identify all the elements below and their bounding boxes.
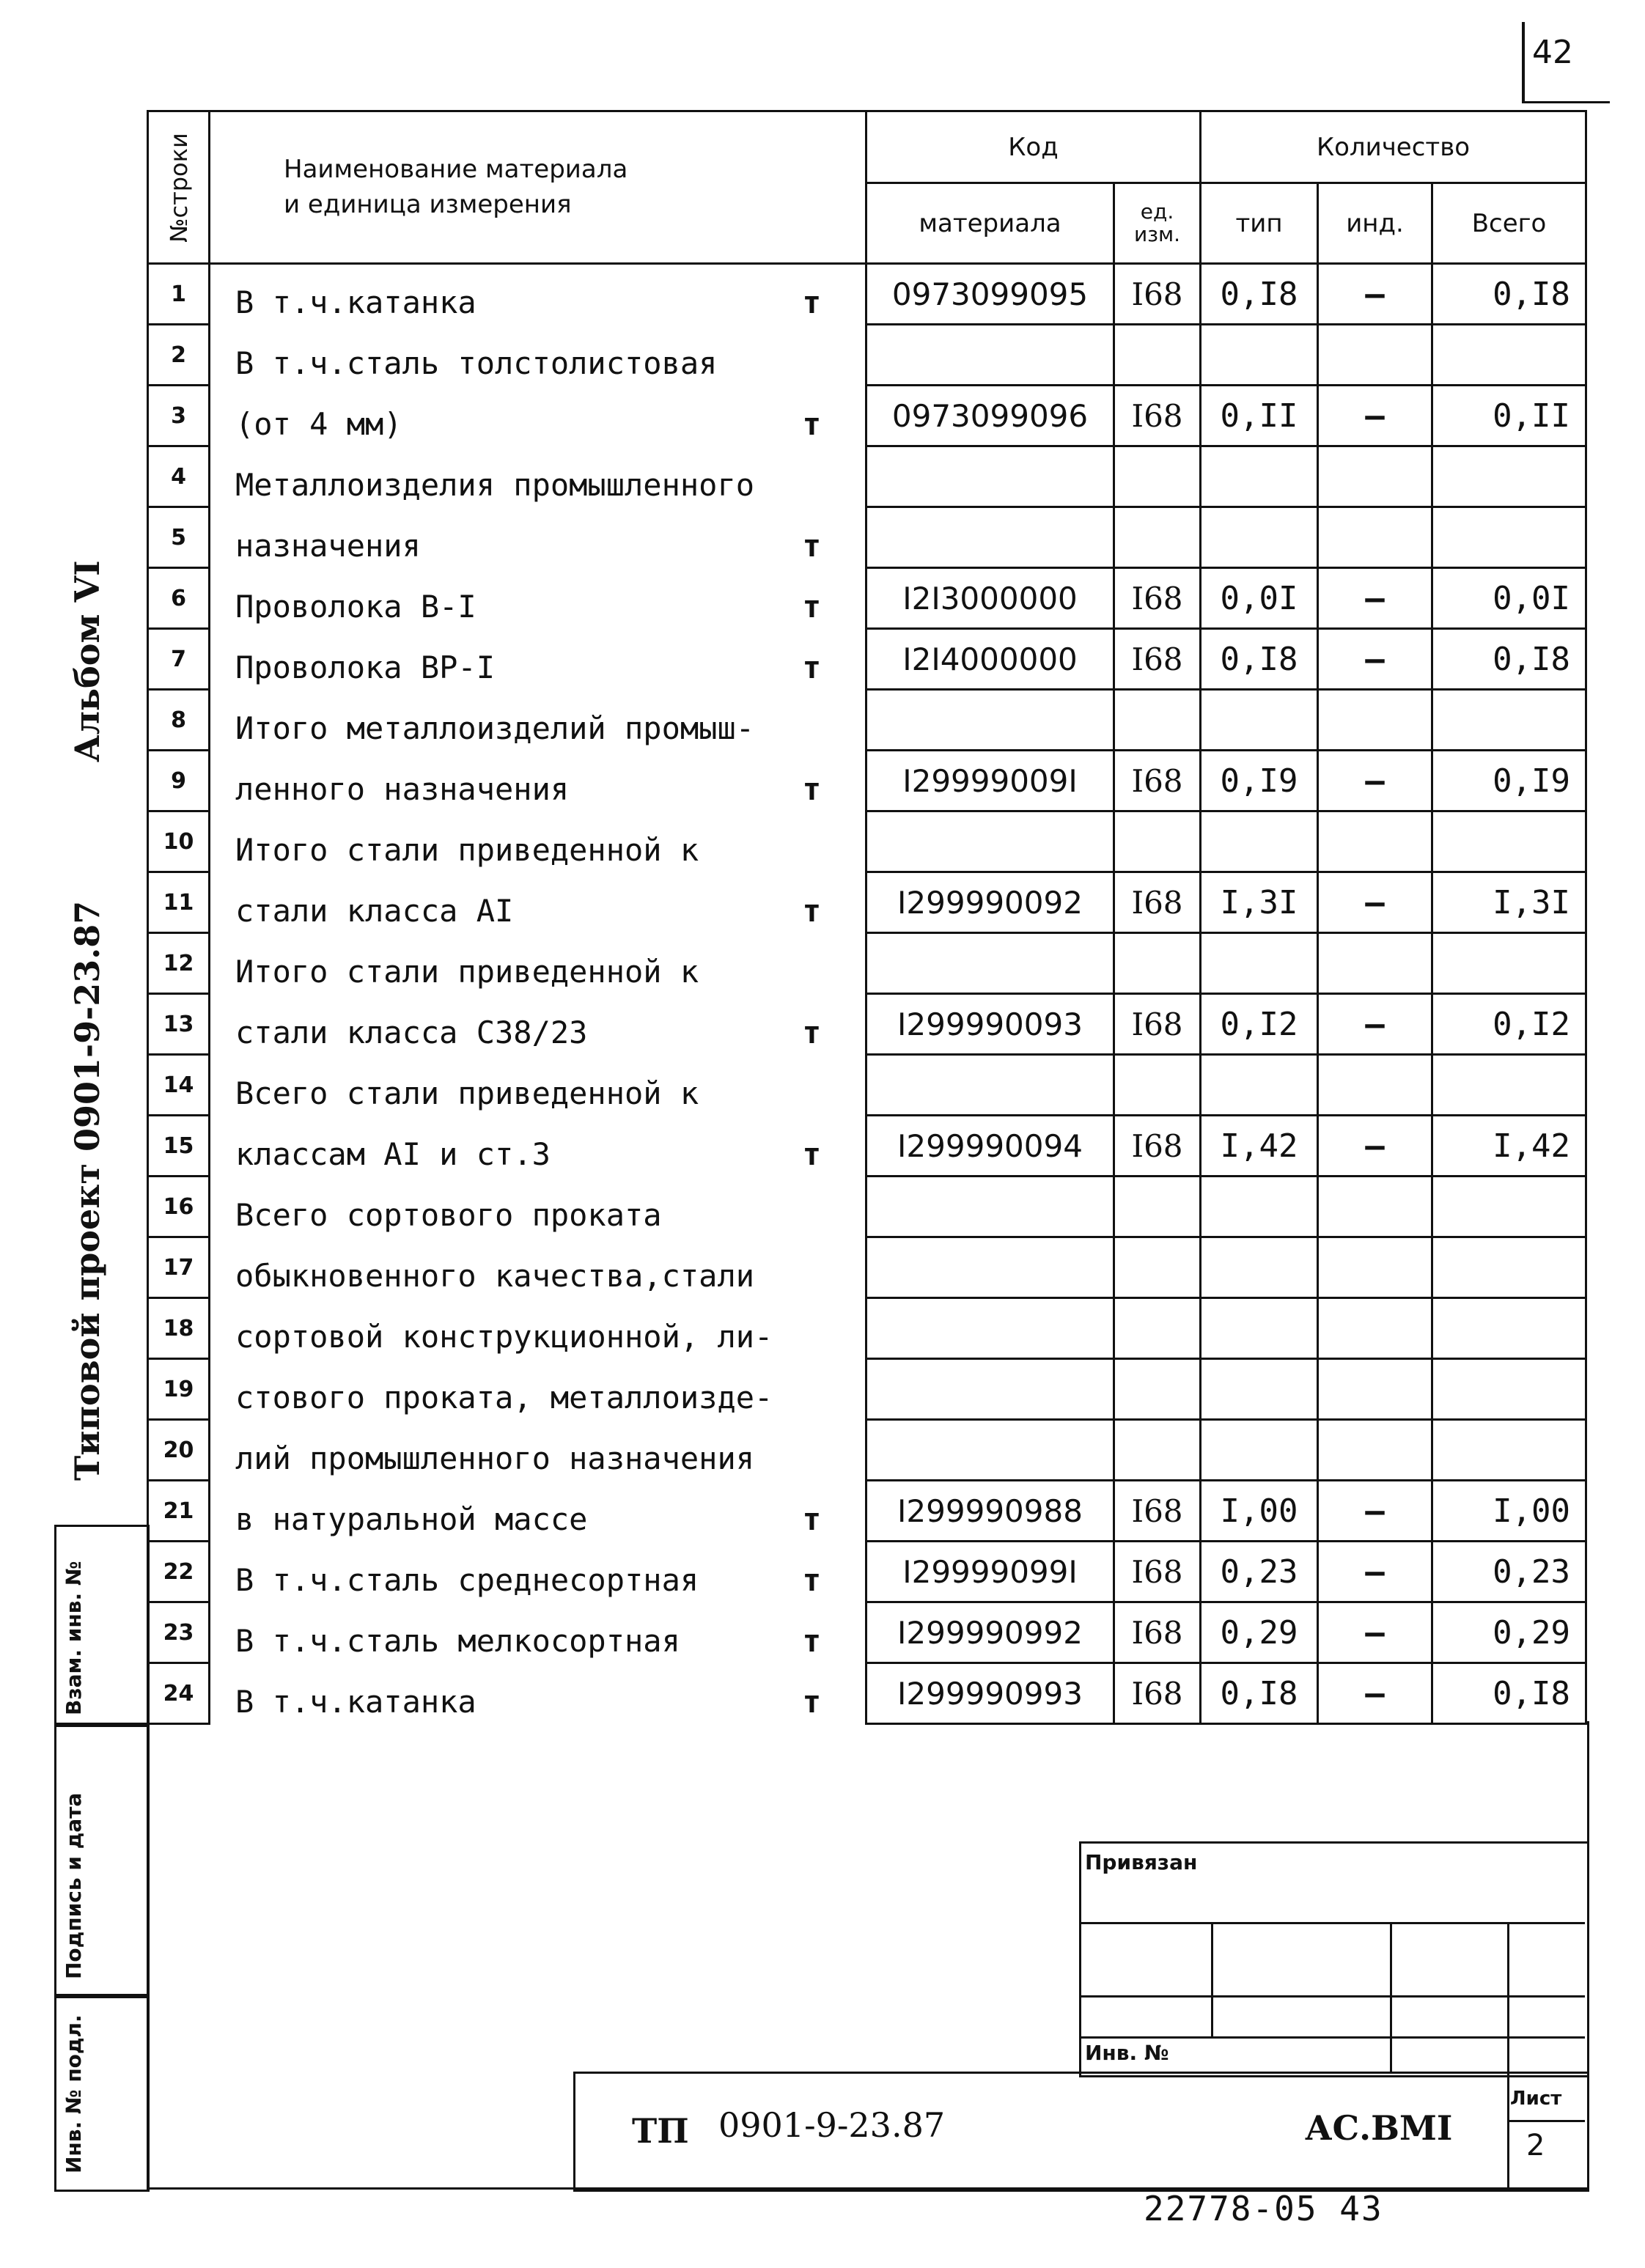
table-row: [148, 264, 1586, 325]
row-number: 10: [148, 811, 210, 872]
qty-ind: [1318, 933, 1432, 994]
stamp-inv-label: Инв. № подл.: [62, 2014, 86, 2173]
material-name: [210, 1116, 866, 1177]
table-row: [148, 1116, 1586, 1177]
qty-total: [1432, 690, 1586, 751]
material-unit: т: [802, 284, 821, 320]
material-name-text: ленного назначения: [235, 770, 570, 807]
qty-ind: –: [1318, 264, 1432, 325]
material-name-text: стового проката, металлоизде-: [235, 1379, 773, 1415]
qty-type: 0,I8: [1201, 264, 1318, 325]
row-number: 16: [148, 1177, 210, 1237]
table-row: [148, 1177, 1586, 1237]
table-row: [148, 872, 1586, 933]
quantity-header: Количество: [1201, 111, 1586, 183]
material-name: [210, 1481, 866, 1542]
material-name: [210, 446, 866, 507]
material-unit: т: [802, 1683, 821, 1720]
material-code: I299990094: [866, 1116, 1114, 1177]
qty-ind: –: [1318, 386, 1432, 446]
material-name-text: В т.ч.сталь среднесортная: [235, 1561, 699, 1598]
material-unit: т: [802, 527, 821, 564]
qty-type: I,42: [1201, 1116, 1318, 1177]
qty-ind: –: [1318, 872, 1432, 933]
material-name-text: в натуральной массе: [235, 1501, 588, 1537]
qty-total: [1432, 1420, 1586, 1481]
unit-code: [1114, 1298, 1201, 1359]
row-number: 2: [148, 325, 210, 386]
qty-total: [1432, 933, 1586, 994]
page-number-underline: [1522, 101, 1610, 103]
qty-type: 0,II: [1201, 386, 1318, 446]
material-name: [210, 872, 866, 933]
material-code: I29999099I: [866, 1542, 1114, 1602]
unit-code: I68: [1114, 872, 1201, 933]
table-row: [148, 1237, 1586, 1298]
material-name: [210, 994, 866, 1055]
table-row: [148, 933, 1586, 994]
name-header: Наименование материала и единица измерения: [210, 111, 866, 264]
row-number: 15: [148, 1116, 210, 1177]
unit-code: [1114, 1237, 1201, 1298]
privyazan-vline-3: [1507, 1922, 1509, 2073]
qty-ind: [1318, 811, 1432, 872]
material-name: [210, 1420, 866, 1481]
unit-code: [1114, 1055, 1201, 1116]
unit-code: I68: [1114, 1602, 1201, 1663]
sheet-hline: [1507, 2120, 1585, 2122]
material-code: [866, 1237, 1114, 1298]
qty-ind: –: [1318, 1542, 1432, 1602]
tp-label: ТП: [632, 2111, 689, 2151]
table-row: [148, 386, 1586, 446]
unit-code: [1114, 446, 1201, 507]
material-code: 0973099095: [866, 264, 1114, 325]
material-name-text: Проволока В-I: [235, 588, 476, 625]
unit-code: [1114, 325, 1201, 386]
material-name-text: В т.ч.катанка: [235, 284, 476, 320]
material-code: I299990092: [866, 872, 1114, 933]
privyazan-vline-2: [1390, 1922, 1392, 2073]
material-code: [866, 325, 1114, 386]
table-row: [148, 811, 1586, 872]
unit-code: I68: [1114, 1116, 1201, 1177]
material-name: [210, 1177, 866, 1237]
sheet-label: Лист: [1510, 2088, 1562, 2110]
unit-code: [1114, 933, 1201, 994]
qty-total: 0,23: [1432, 1542, 1586, 1602]
material-name-text: сортовой конструкционной, ли-: [235, 1318, 773, 1355]
material-code: [866, 507, 1114, 568]
qty-type: [1201, 1420, 1318, 1481]
footer-code: 22778-05 43: [1144, 2189, 1383, 2223]
material-name: [210, 1602, 866, 1663]
qty-ind: [1318, 1177, 1432, 1237]
qty-type: [1201, 1177, 1318, 1237]
unit-code: I68: [1114, 994, 1201, 1055]
row-number: 4: [148, 446, 210, 507]
qty-total: 0,29: [1432, 1602, 1586, 1663]
table-row: [148, 1663, 1586, 1724]
material-code: [866, 446, 1114, 507]
project-label: Типовой проект 0901-9-23.87: [67, 900, 107, 1481]
qty-total: [1432, 325, 1586, 386]
material-code: I299990993: [866, 1663, 1114, 1724]
code-header: Код: [866, 111, 1201, 183]
material-code: I299990093: [866, 994, 1114, 1055]
table-row: [148, 751, 1586, 811]
qty-type: I,00: [1201, 1481, 1318, 1542]
table-row: [148, 994, 1586, 1055]
row-number: 21: [148, 1481, 210, 1542]
table-row: [148, 1481, 1586, 1542]
qty-type: 0,23: [1201, 1542, 1318, 1602]
sheet-divider: [1507, 2072, 1509, 2187]
qty-ind: [1318, 507, 1432, 568]
row-number: 8: [148, 690, 210, 751]
qty-type: [1201, 1298, 1318, 1359]
material-unit: т: [802, 588, 821, 625]
qty-total: [1432, 1359, 1586, 1420]
row-number: 20: [148, 1420, 210, 1481]
privyazan-vline-1: [1211, 1922, 1213, 2036]
unit-code: [1114, 1420, 1201, 1481]
material-unit: т: [802, 649, 821, 685]
table-row: [148, 690, 1586, 751]
qty-total: I,42: [1432, 1116, 1586, 1177]
sheet-code: АС.ВМI: [1305, 2108, 1453, 2148]
code-material-header: материала: [866, 183, 1114, 264]
material-name: [210, 325, 866, 386]
qty-type: [1201, 446, 1318, 507]
qty-type: [1201, 507, 1318, 568]
qty-type: [1201, 933, 1318, 994]
material-name-text: Всего сортового проката: [235, 1196, 662, 1233]
row-number: 1: [148, 264, 210, 325]
material-name: [210, 1237, 866, 1298]
qty-ind: [1318, 1420, 1432, 1481]
material-unit: т: [802, 1622, 821, 1659]
qty-type: [1201, 811, 1318, 872]
qty-total: [1432, 446, 1586, 507]
material-name: [210, 1055, 866, 1116]
material-name: [210, 568, 866, 629]
material-name-text: Итого металлоизделий промыш-: [235, 710, 755, 746]
material-name-text: Металлоизделия промышленного: [235, 466, 755, 503]
code-unit-header: ед. изм.: [1114, 183, 1201, 264]
row-number: 5: [148, 507, 210, 568]
material-unit: т: [802, 1501, 821, 1537]
qty-ind-header: инд.: [1318, 183, 1432, 264]
qty-total-header: Всего: [1432, 183, 1586, 264]
unit-code: I68: [1114, 1481, 1201, 1542]
material-name: [210, 751, 866, 811]
qty-type: [1201, 1237, 1318, 1298]
unit-code: I68: [1114, 264, 1201, 325]
row-number: 12: [148, 933, 210, 994]
row-number: 7: [148, 629, 210, 690]
material-code: I2I4000000: [866, 629, 1114, 690]
qty-total: 0,I8: [1432, 1663, 1586, 1724]
row-number: 9: [148, 751, 210, 811]
material-name: [210, 690, 866, 751]
unit-code: [1114, 811, 1201, 872]
qty-ind: –: [1318, 568, 1432, 629]
material-code: [866, 933, 1114, 994]
material-code: [866, 1298, 1114, 1359]
row-number: 23: [148, 1602, 210, 1663]
qty-ind: [1318, 1298, 1432, 1359]
material-code: [866, 1420, 1114, 1481]
material-unit: т: [802, 1561, 821, 1598]
material-code: I2I3000000: [866, 568, 1114, 629]
qty-type: [1201, 690, 1318, 751]
qty-type: I,3I: [1201, 872, 1318, 933]
row-number: 11: [148, 872, 210, 933]
qty-ind: –: [1318, 1602, 1432, 1663]
qty-ind: [1318, 690, 1432, 751]
qty-ind: [1318, 446, 1432, 507]
qty-type: 0,0I: [1201, 568, 1318, 629]
material-unit: т: [802, 1014, 821, 1050]
table-row: [148, 507, 1586, 568]
material-name: [210, 264, 866, 325]
stamp-vzam-label: Взам. инв. №: [62, 1561, 86, 1715]
material-name: [210, 386, 866, 446]
unit-code: I68: [1114, 1663, 1201, 1724]
page-number: 42: [1532, 34, 1573, 71]
privyazan-label: Привязан: [1085, 1850, 1198, 1874]
doc-number: 0901-9-23.87: [718, 2105, 946, 2145]
unit-code: [1114, 690, 1201, 751]
material-name: [210, 629, 866, 690]
qty-ind: –: [1318, 1116, 1432, 1177]
qty-ind: [1318, 1055, 1432, 1116]
material-code: [866, 1055, 1114, 1116]
material-code: 0973099096: [866, 386, 1114, 446]
unit-code: I68: [1114, 629, 1201, 690]
material-code: I299990992: [866, 1602, 1114, 1663]
material-unit: т: [802, 892, 821, 929]
qty-type-header: тип: [1201, 183, 1318, 264]
qty-type: 0,I8: [1201, 1663, 1318, 1724]
table-row: [148, 568, 1586, 629]
material-code: I299990988: [866, 1481, 1114, 1542]
qty-total: [1432, 1298, 1586, 1359]
table-row: [148, 446, 1586, 507]
qty-ind: [1318, 1237, 1432, 1298]
inv-no-label: Инв. №: [1085, 2041, 1169, 2065]
material-code: [866, 811, 1114, 872]
album-label: Альбом VI: [67, 560, 107, 762]
table-row: [148, 1298, 1586, 1359]
unit-code: I68: [1114, 568, 1201, 629]
unit-code: [1114, 507, 1201, 568]
table-row: [148, 629, 1586, 690]
material-name: [210, 1663, 866, 1724]
table-row: [148, 1542, 1586, 1602]
material-name: [210, 507, 866, 568]
unit-code: I68: [1114, 751, 1201, 811]
material-name: [210, 933, 866, 994]
row-number: 3: [148, 386, 210, 446]
material-name-text: Всего стали приведенной к: [235, 1075, 699, 1111]
row-number: 13: [148, 994, 210, 1055]
qty-type: [1201, 1359, 1318, 1420]
qty-total: 0,I2: [1432, 994, 1586, 1055]
row-number: 14: [148, 1055, 210, 1116]
stamp-podpis-label: Подпись и дата: [62, 1792, 86, 1979]
material-code: [866, 1359, 1114, 1420]
material-name-text: Проволока ВР-I: [235, 649, 496, 685]
qty-total: 0,I8: [1432, 629, 1586, 690]
table-row: [148, 1359, 1586, 1420]
qty-total: 0,I9: [1432, 751, 1586, 811]
unit-code: [1114, 1359, 1201, 1420]
qty-type: 0,I8: [1201, 629, 1318, 690]
qty-type: 0,29: [1201, 1602, 1318, 1663]
material-name: [210, 1542, 866, 1602]
material-name-text: обыкновенного качества,стали: [235, 1257, 755, 1294]
unit-code: I68: [1114, 386, 1201, 446]
qty-total: [1432, 811, 1586, 872]
material-name-text: В т.ч.сталь толстолистовая: [235, 345, 718, 381]
qty-type: 0,I2: [1201, 994, 1318, 1055]
material-name: [210, 1359, 866, 1420]
material-unit: т: [802, 1135, 821, 1172]
row-number-header: №строки: [148, 111, 210, 264]
material-name-text: (от 4 мм): [235, 405, 402, 442]
materials-table: [147, 110, 1587, 1725]
material-name-text: лий промышленного назначения: [235, 1440, 755, 1476]
qty-ind: –: [1318, 1663, 1432, 1724]
unit-code: [1114, 1177, 1201, 1237]
material-unit: т: [802, 405, 821, 442]
material-name-text: назначения: [235, 527, 421, 564]
material-name-text: В т.ч.катанка: [235, 1683, 476, 1720]
qty-total: [1432, 1237, 1586, 1298]
table-row: [148, 1420, 1586, 1481]
qty-total: 0,I8: [1432, 264, 1586, 325]
row-number: 22: [148, 1542, 210, 1602]
material-name-text: Итого стали приведенной к: [235, 831, 699, 868]
material-code: [866, 1177, 1114, 1237]
qty-type: [1201, 1055, 1318, 1116]
table-row: [148, 325, 1586, 386]
row-number: 6: [148, 568, 210, 629]
material-name-text: В т.ч.сталь мелкосортная: [235, 1622, 680, 1659]
material-name-text: Итого стали приведенной к: [235, 953, 699, 990]
qty-ind: –: [1318, 1481, 1432, 1542]
qty-type: 0,I9: [1201, 751, 1318, 811]
material-name-text: стали класса АI: [235, 892, 514, 929]
material-unit: т: [802, 770, 821, 807]
qty-total: I,00: [1432, 1481, 1586, 1542]
material-name-text: классам АI и ст.3: [235, 1135, 551, 1172]
qty-ind: –: [1318, 629, 1432, 690]
qty-type: [1201, 325, 1318, 386]
row-number: 18: [148, 1298, 210, 1359]
table-row: [148, 1602, 1586, 1663]
qty-total: [1432, 1177, 1586, 1237]
qty-ind: [1318, 325, 1432, 386]
qty-total: [1432, 507, 1586, 568]
material-code: [866, 690, 1114, 751]
row-number: 24: [148, 1663, 210, 1724]
material-name-text: стали класса С38/23: [235, 1014, 588, 1050]
qty-total: I,3I: [1432, 872, 1586, 933]
qty-total: [1432, 1055, 1586, 1116]
page-number-rule: [1522, 22, 1525, 103]
row-number: 19: [148, 1359, 210, 1420]
unit-code: I68: [1114, 1542, 1201, 1602]
material-name: [210, 1298, 866, 1359]
qty-ind: –: [1318, 994, 1432, 1055]
qty-ind: –: [1318, 751, 1432, 811]
sheet-number: 2: [1526, 2129, 1545, 2162]
row-number: 17: [148, 1237, 210, 1298]
material-name: [210, 811, 866, 872]
qty-ind: [1318, 1359, 1432, 1420]
table-row: [148, 1055, 1586, 1116]
material-code: I29999009I: [866, 751, 1114, 811]
qty-total: 0,II: [1432, 386, 1586, 446]
qty-total: 0,0I: [1432, 568, 1586, 629]
